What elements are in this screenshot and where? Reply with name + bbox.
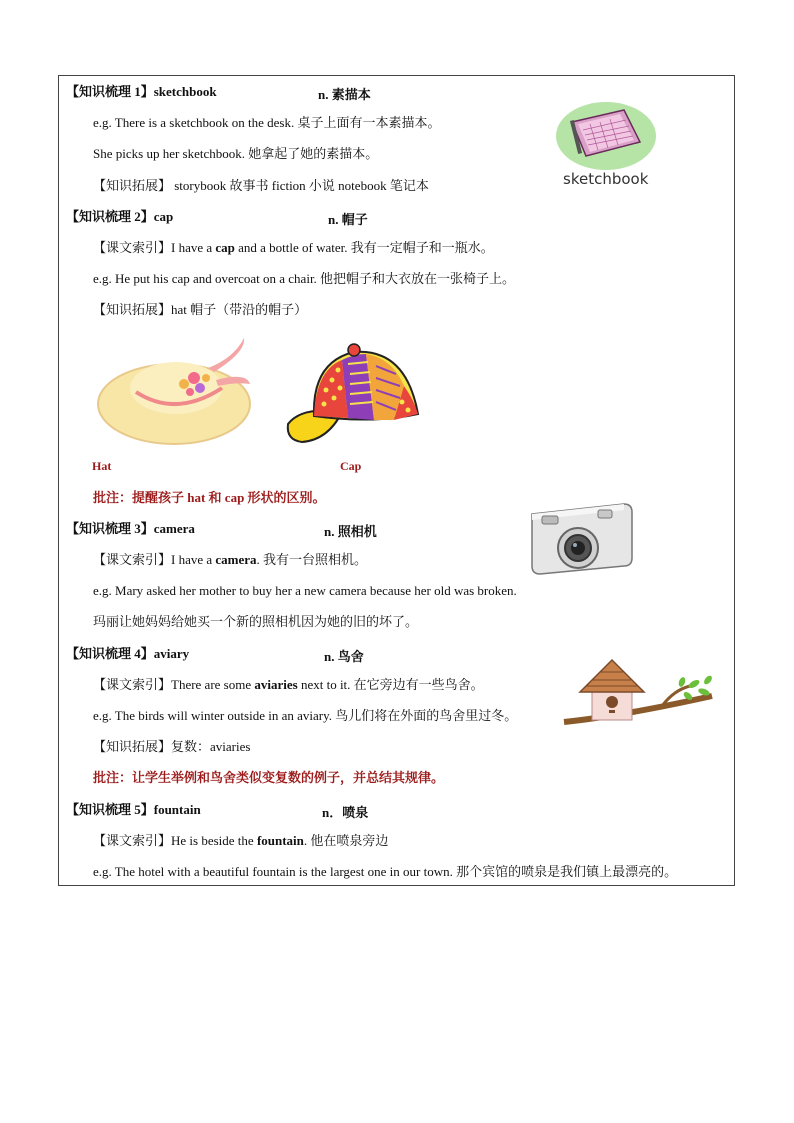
example-camera-2: 玛丽让她妈妈给她买一个新的照相机因为她的旧的坏了。 bbox=[93, 614, 419, 629]
content-box bbox=[58, 75, 735, 886]
heading-aviary: 【知识梳理 4】aviary bbox=[66, 646, 190, 661]
lesson-index-cap-pre: 【课文索引】I have a bbox=[93, 240, 216, 255]
camera-image bbox=[528, 500, 636, 580]
sketchbook-image bbox=[556, 100, 660, 172]
example-sketchbook-2: She picks up her sketchbook. 她拿起了她的素描本。 bbox=[93, 146, 379, 161]
pos-fountain: n．喷泉 bbox=[322, 805, 369, 820]
lesson-index-camera bbox=[93, 552, 367, 568]
heading-cap: 【知识梳理 2】cap bbox=[66, 209, 174, 224]
lesson-index-cap bbox=[93, 240, 494, 256]
cap-label: Cap bbox=[340, 459, 362, 473]
lesson-index-camera-post: . 我有一台照相机。 bbox=[256, 552, 368, 567]
note-aviary: 批注：让学生举例和鸟舍类似变复数的例子，并总结其规律。 bbox=[93, 770, 445, 785]
pos-camera: n. 照相机 bbox=[324, 524, 377, 539]
example-aviary: e.g. The birds will winter outside in an aviary. 鸟儿们将在外面的鸟舍里过冬。 bbox=[93, 708, 518, 723]
hat-image bbox=[96, 332, 256, 452]
lesson-index-fountain-pre: 【课文索引】He is beside the bbox=[93, 833, 257, 848]
pos-sketchbook: n. 素描本 bbox=[318, 87, 371, 102]
example-cap: e.g. He put his cap and overcoat on a chair. 他把帽子和大衣放在一张椅子上。 bbox=[93, 271, 516, 286]
example-sketchbook-1: e.g. There is a sketchbook on the desk. 桌子上面有一本素描本。 bbox=[93, 115, 441, 130]
lesson-index-aviary-post: next to it. 在它旁边有一些鸟舍。 bbox=[297, 677, 484, 692]
lesson-index-fountain-keyword: fountain bbox=[256, 833, 304, 848]
heading-camera: 【知识梳理 3】camera bbox=[66, 521, 195, 536]
hat-label: Hat bbox=[92, 459, 112, 473]
cap-image bbox=[282, 340, 424, 450]
heading-fountain: 【知识梳理 5】fountain bbox=[66, 802, 201, 817]
lesson-index-aviary bbox=[93, 677, 484, 693]
lesson-index-fountain-post: . 他在喷泉旁边 bbox=[303, 833, 389, 848]
lesson-index-cap-keyword: cap bbox=[215, 240, 235, 255]
lesson-index-aviary-pre: 【课文索引】There are some bbox=[93, 677, 255, 692]
example-fountain: e.g. The hotel with a beautiful fountain is the largest one in our town. 那个宾馆的喷泉是我们镇上最漂亮的。 bbox=[93, 864, 678, 879]
extension-cap: 【知识拓展】hat 帽子（带沿的帽子） bbox=[93, 302, 308, 317]
lesson-index-camera-pre: 【课文索引】I have a bbox=[93, 552, 216, 567]
lesson-index-fountain bbox=[93, 833, 388, 849]
extension-sketchbook: 【知识拓展】 storybook 故事书 fiction 小说 notebook 笔记本 bbox=[93, 178, 429, 193]
pos-aviary: n. 鸟舍 bbox=[324, 649, 364, 664]
note-cap: 批注：提醒孩子 hat 和 cap 形状的区别。 bbox=[93, 490, 326, 505]
aviary-image bbox=[562, 656, 714, 730]
extension-aviary: 【知识拓展】复数：aviaries bbox=[93, 739, 251, 754]
example-camera-1: e.g. Mary asked her mother to buy her a new camera because her old was broken. bbox=[93, 583, 517, 598]
lesson-index-aviary-keyword: aviaries bbox=[254, 677, 298, 692]
heading-sketchbook: 【知识梳理 1】sketchbook bbox=[66, 84, 217, 99]
sketchbook-image-caption: sketchbook bbox=[563, 170, 649, 188]
lesson-index-cap-post: and a bottle of water. 我有一定帽子和一瓶水。 bbox=[234, 240, 494, 255]
lesson-index-camera-keyword: camera bbox=[215, 552, 257, 567]
pos-cap: n. 帽子 bbox=[328, 212, 368, 227]
